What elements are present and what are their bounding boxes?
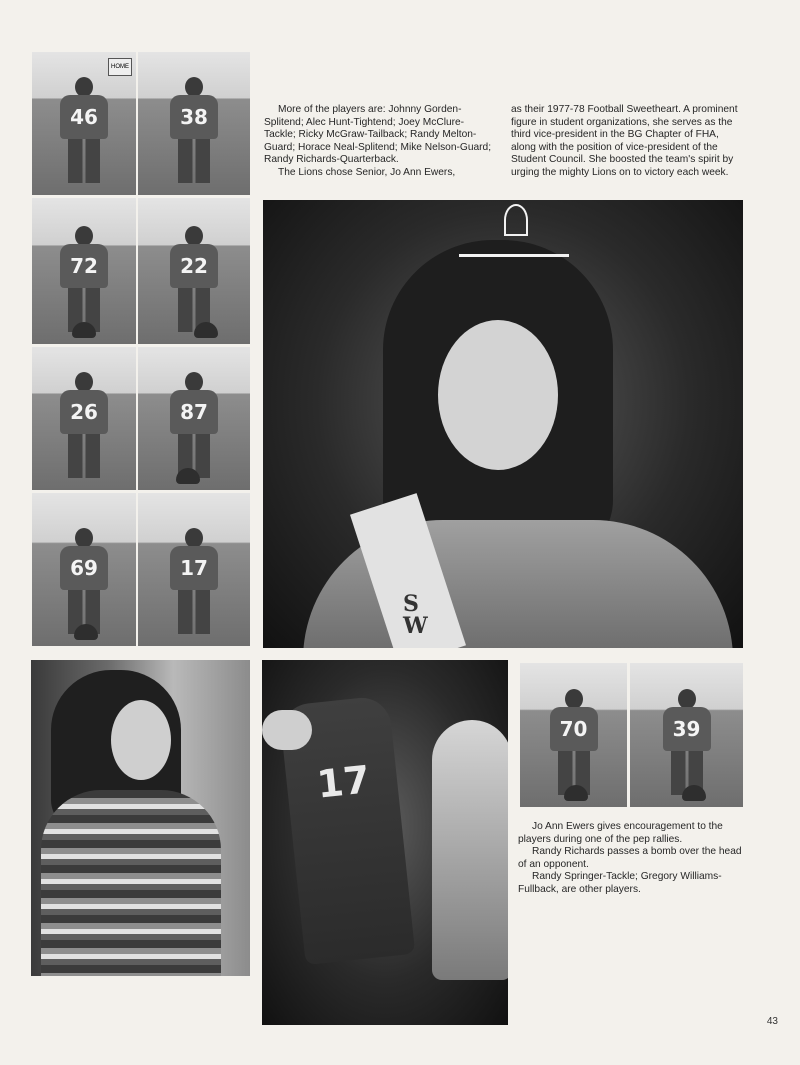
player-photo-87 bbox=[138, 347, 250, 490]
jersey-number: 70 bbox=[550, 707, 598, 751]
jersey-number: 38 bbox=[170, 95, 218, 139]
player-figure bbox=[166, 77, 222, 187]
player-figure bbox=[166, 528, 222, 638]
pep-rally-photo bbox=[31, 660, 250, 976]
sash-letter-w: W bbox=[403, 613, 428, 639]
jersey-number: 87 bbox=[170, 390, 218, 434]
player-photo-17 bbox=[138, 493, 250, 646]
player-figure bbox=[546, 689, 602, 799]
sash-letters bbox=[403, 593, 428, 637]
player-photo-39 bbox=[630, 663, 743, 807]
player-photo-26 bbox=[32, 347, 136, 490]
jersey-number: 17 bbox=[170, 546, 218, 590]
player-figure bbox=[56, 372, 112, 482]
player-figure bbox=[166, 226, 222, 336]
page-number: 43 bbox=[766, 1016, 778, 1027]
photo-captions bbox=[518, 821, 744, 897]
opponent-player bbox=[432, 720, 508, 980]
player-photo-72 bbox=[32, 198, 136, 344]
jersey-number: 39 bbox=[663, 707, 711, 751]
caption-pep-rally: Jo Ann Ewers gives encouragement to the players during one of the pep rallies. bbox=[518, 821, 723, 845]
tiara-icon bbox=[459, 204, 569, 257]
striped-sweater bbox=[41, 790, 221, 976]
sweetheart-intro: The Lions chose Senior, Jo Ann Ewers, bbox=[278, 166, 456, 178]
jersey-number: 46 bbox=[60, 95, 108, 139]
player-figure bbox=[56, 226, 112, 336]
players-paragraph: More of the players are: Johnny Gorden-Splitend; Alec Hunt-Tightend; Joey McClure-Tackle; Ricky McGraw-Tailback; Randy Melton-Guard; Horace Neal-Splitend; Mike Nelson-Guard; Randy Richards-Quarterback. bbox=[264, 104, 492, 166]
sweetheart-portrait bbox=[263, 200, 743, 648]
jersey-number: 22 bbox=[170, 244, 218, 288]
face bbox=[111, 700, 171, 780]
player-photo-70 bbox=[520, 663, 627, 807]
jersey-number: 17 bbox=[314, 757, 373, 807]
player-photo-69 bbox=[32, 493, 136, 646]
jersey-number: 69 bbox=[60, 546, 108, 590]
helmet-icon bbox=[262, 710, 312, 750]
player-photo-46 bbox=[32, 52, 136, 195]
player-figure bbox=[166, 372, 222, 482]
player-photo-22 bbox=[138, 198, 250, 344]
game-action-photo bbox=[262, 660, 508, 1025]
body-text-right bbox=[511, 104, 743, 180]
caption-action: Randy Richards passes a bomb over the head of an opponent. bbox=[518, 846, 742, 870]
caption-players: Randy Springer-Tackle; Gregory Williams-Fullback, are other players. bbox=[518, 871, 722, 895]
player-figure bbox=[56, 77, 112, 187]
sash-letter-s: S bbox=[403, 591, 419, 617]
body-text-left bbox=[264, 104, 494, 180]
jersey-number: 26 bbox=[60, 390, 108, 434]
player-figure bbox=[659, 689, 715, 799]
face bbox=[438, 320, 558, 470]
sweetheart-paragraph: as their 1977-78 Football Sweetheart. A prominent figure in student organizations, she serves as the third vice-president in the BG Chapter of FHA, along with the position of vice-president of the Student Council. She boosted the team's spirit by urging the mighty Lions on to victory each week. bbox=[511, 104, 738, 178]
jersey-number: 72 bbox=[60, 244, 108, 288]
player-photo-38 bbox=[138, 52, 250, 195]
player-figure bbox=[56, 528, 112, 638]
home-sign: HOME bbox=[108, 58, 132, 76]
